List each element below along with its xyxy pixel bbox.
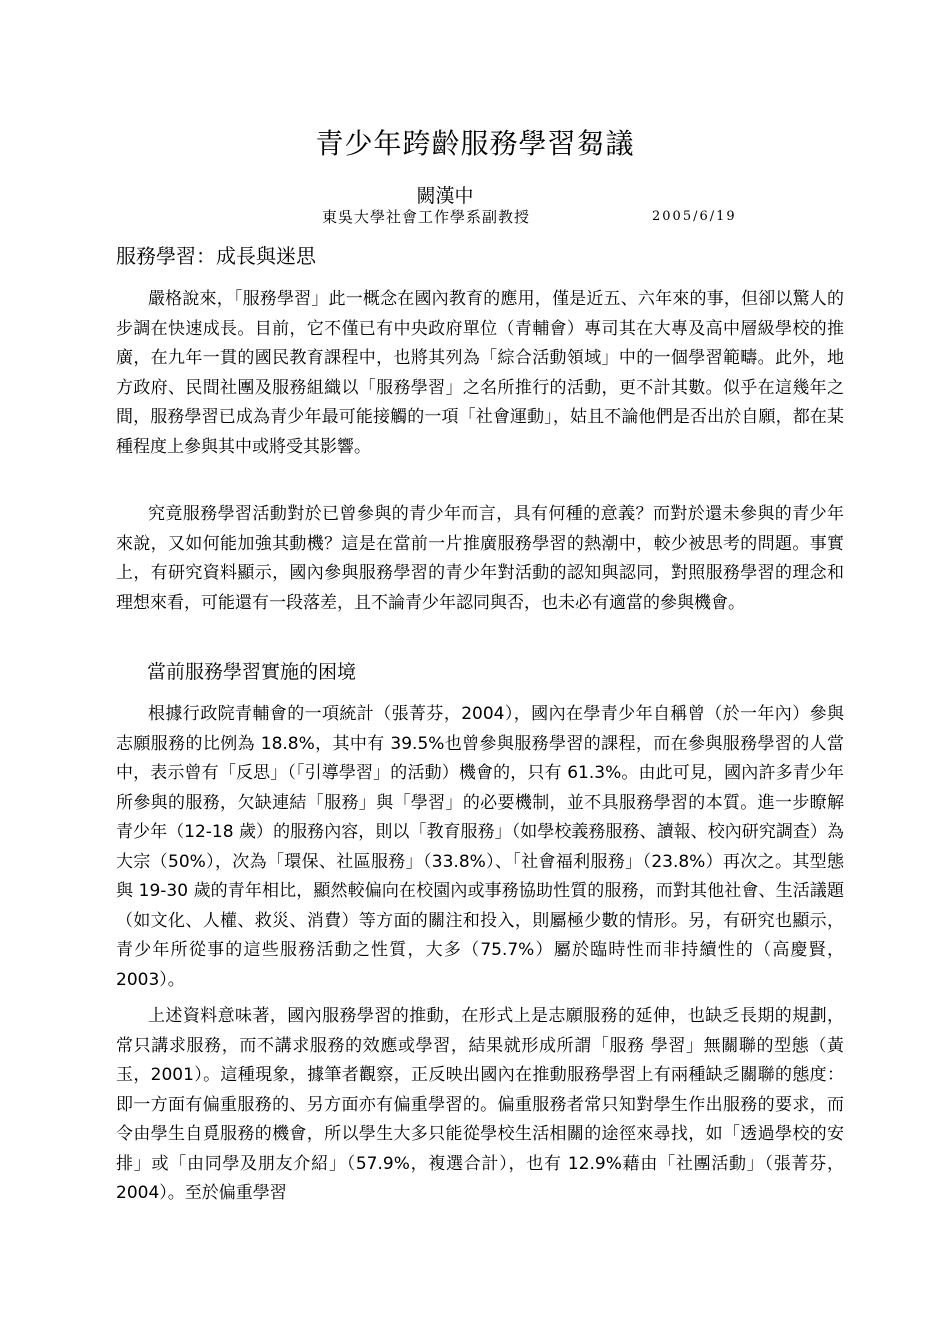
- document-title: 青少年跨齡服務學習芻議: [315, 127, 635, 160]
- author-name: 闕漢中: [416, 185, 474, 207]
- document-date: 2005/6/19: [652, 209, 737, 224]
- body-paragraph: 嚴格說來，「服務學習」此一概念在國內教育的應用，僅是近五、六年來的事，但卻以驚人的步調在快速成長。目前，它不僅已有中央政府單位（青輔會）專司其在大專及高中層級學校的推廣，在九年一貫的國民教育課程中，也將其列為「綜合活動領域」中的一個學習範疇。此外，地方政府、民間社團及服務組織以「服務學習」之名所推行的活動，更不計其數。似乎在這幾年之間，服務學習已成為青少年最可能接觸的一項「社會運動」，姑且不論他們是否出於自願，都在某種程度上參與其中或將受其影響。: [116, 289, 844, 457]
- subsection-heading: 當前服務學習實施的困境: [147, 661, 357, 683]
- author-affiliation: 東吳大學社會工作學系副教授: [322, 208, 531, 226]
- body-paragraph: 根據行政院青輔會的一項統計（張菁芬，2004），國內在學青少年自稱曾（於一年內）參與志願服務的比例為 18.8%，其中有 39.5%也曾參與服務學習的課程，而在參與服務學習的人當中，表示曾有「反思」（「引導學習」的活動）機會的，只有 61.3%。由此可見，國內許多青少年所參與的服務，欠缺連結「服務」與「學習」的必要機制，並不具服務學習的本質。進一步瞭解青少年（12-18 歲）的服務內容，則以「教育服務」（如學校義務服務、讀報、校內研究調查）為大宗（50%），次為「環保、社區服務」（33.8%）、「社會福利服務」（23.8%）再次之。其型態與 19-30 歲的青年相比，顯然較偏向在校園內或事務協助性質的服務，而對其他社會、生活議題（如文化、人權、救災、消費）等方面的關注和投入，則屬極少數的情形。另，有研究也顯示，青少年所從事的這些服務活動之性質，大多（75.7%）屬於臨時性而非持續性的（高慶賢，2003）。: [116, 704, 844, 990]
- body-paragraph: 上述資料意味著，國內服務學習的推動，在形式上是志願服務的延伸，也缺乏長期的規劃，常只講求服務，而不講求服務的效應或學習，結果就形成所謂「服務 學習」無關聯的型態（黃玉，2001）。這種現象，據筆者觀察，正反映出國內在推動服務學習上有兩種缺乏關聯的態度：即一方面有偏重服務的、另方面亦有偏重學習的。偏重服務者常只知對學生作出服務的要求，而令由學生自覓服務的機會，所以學生大多只能從學校生活相關的途徑來尋找，如「透過學校的安排」或「由同學及朋友介紹」（57.9%，複選合計），也有 12.9%藉由「社團活動」（張菁芬，2004）。至於偏重學習: [116, 1006, 844, 1203]
- section-heading: 服務學習：成長與迷思: [116, 244, 316, 268]
- body-paragraph: 究竟服務學習活動對於已曾參與的青少年而言，具有何種的意義？而對於還未參與的青少年來說，又如何能加強其動機？這是在當前一片推廣服務學習的熱潮中，較少被思考的問題。事實上，有研究資料顯示，國內參與服務學習的青少年對活動的認知與認同，對照服務學習的理念和理想來看，可能還有一段落差，且不論青少年認同與否，也未必有適當的參與機會。: [116, 504, 844, 613]
